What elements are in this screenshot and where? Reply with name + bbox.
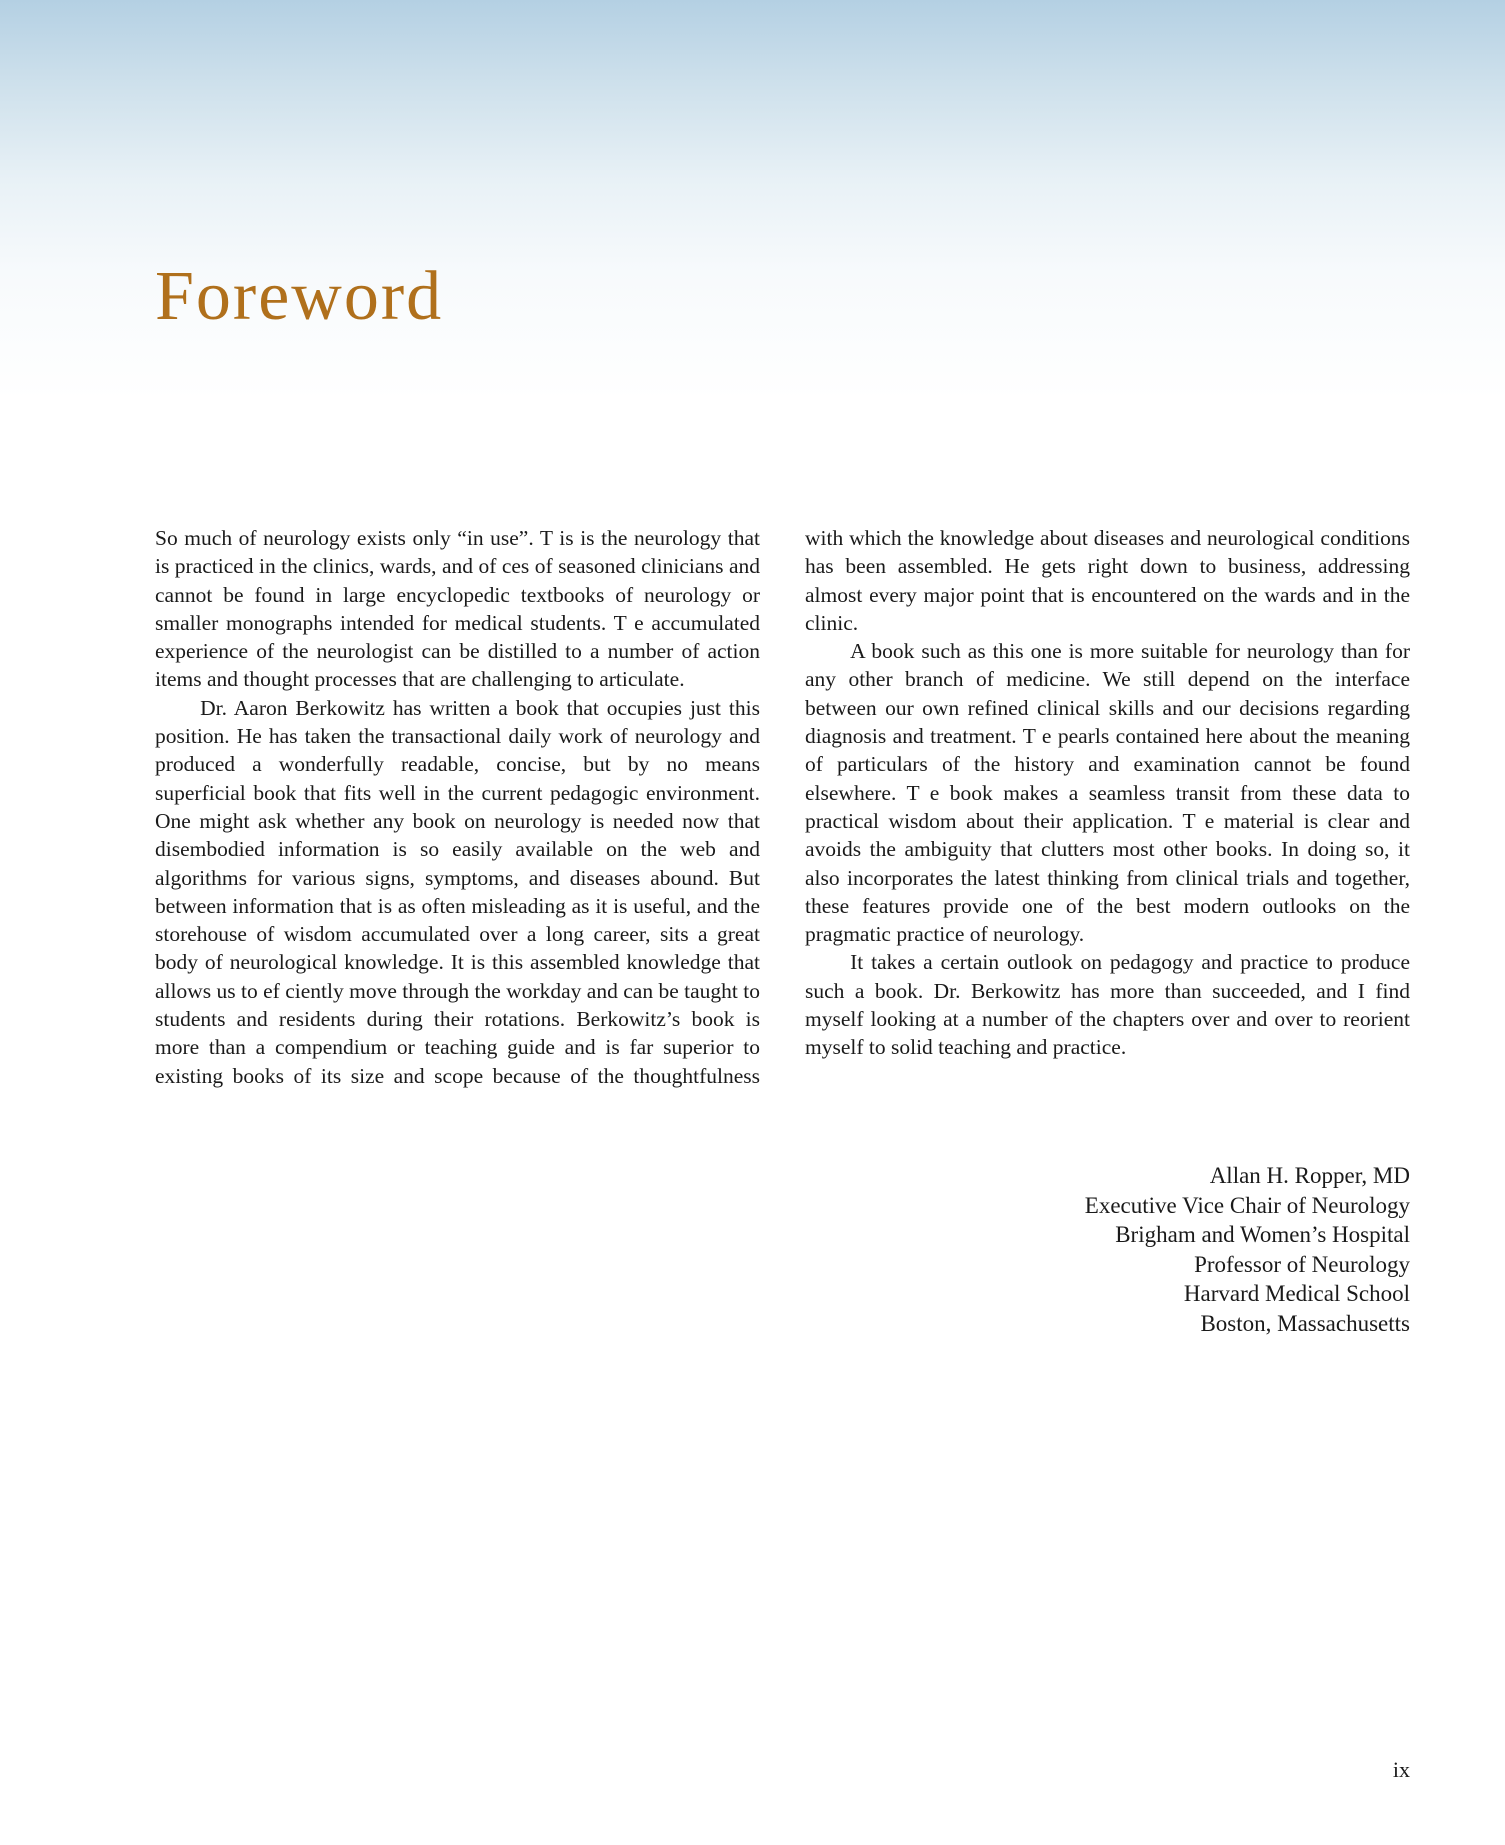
paragraph-2: Dr. Aaron Berkowitz has written a book that occupies just this position. He has taken the transactional daily work of neurology and produced a wonderfully readable, concise, but by no means superficial book that fits well in the current pedagogic environment. One might ask whether any book on neurology is needed now that disembodied information is so easily available on the web and algorithms for various signs, symptoms, and diseases abound. But between information that is as often misleading as it is useful, and the storehouse of wisdom accumulated over a long career, sits a great body of neurological knowledge. It is this assembled knowledge that allows us to ef ciently move through the workday and can be taught to students and residents during their rotations. Berkowitz’s book is more than a compendium or teaching guide and is far superior to existing books of its size and scope because of the thoughtfulness with which the knowledge about diseases and neurological conditions has been assembled. He gets right down to business, addressing almost every major point that is encountered on the wards and in the clinic. xyxy=(155,526,1410,1088)
signature-block xyxy=(1085,1161,1410,1338)
page-title: Foreword xyxy=(155,258,444,335)
foreword-body xyxy=(155,524,1410,1090)
header-gradient-band xyxy=(0,0,1505,400)
signature-line: Professor of Neurology xyxy=(1194,1251,1410,1277)
signature-name: Allan H. Ropper, MD xyxy=(1209,1163,1410,1188)
paragraph-4: It takes a certain outlook on pedagogy and practice to produce such a book. Dr. Berkowitz has more than succeeded, and I find myself looking at a number of the chapters over and over to reorient myself to solid teaching and practice. xyxy=(805,950,1410,1060)
signature-line: Boston, Massachusetts xyxy=(1200,1310,1410,1336)
page-number: ix xyxy=(1392,1757,1410,1782)
paragraph-1: So much of neurology exists only “in use”. T is is the neurology that is practiced in the clinics, wards, and of ces of seasoned clinicians and cannot be found in large encyclopedic textbooks of neurology or smaller monographs intended for medical students. T e accumulated experience of the neurologist can be distilled to a number of action items and thought processes that are challenging to articulate. xyxy=(155,526,760,692)
signature-line: Executive Vice Chair of Neurology xyxy=(1084,1192,1410,1218)
signature-line: Harvard Medical School xyxy=(1183,1281,1410,1306)
paragraph-3: A book such as this one is more suitable for neurology than for any other branch of medicine. We still depend on the interface between our own refined clinical skills and our decisions regarding diagnosis and treatment. T e pearls contained here about the meaning of particulars of the history and examination cannot be found elsewhere. T e book makes a seamless transit from these data to practical wisdom about their application. T e material is clear and avoids the ambiguity that clutters most other books. In doing so, it also incorporates the latest thinking from clinical trials and together, these features provide one of the best modern outlooks on the pragmatic practice of neurology. xyxy=(805,639,1410,947)
signature-line: Brigham and Women’s Hospital xyxy=(1115,1222,1410,1247)
